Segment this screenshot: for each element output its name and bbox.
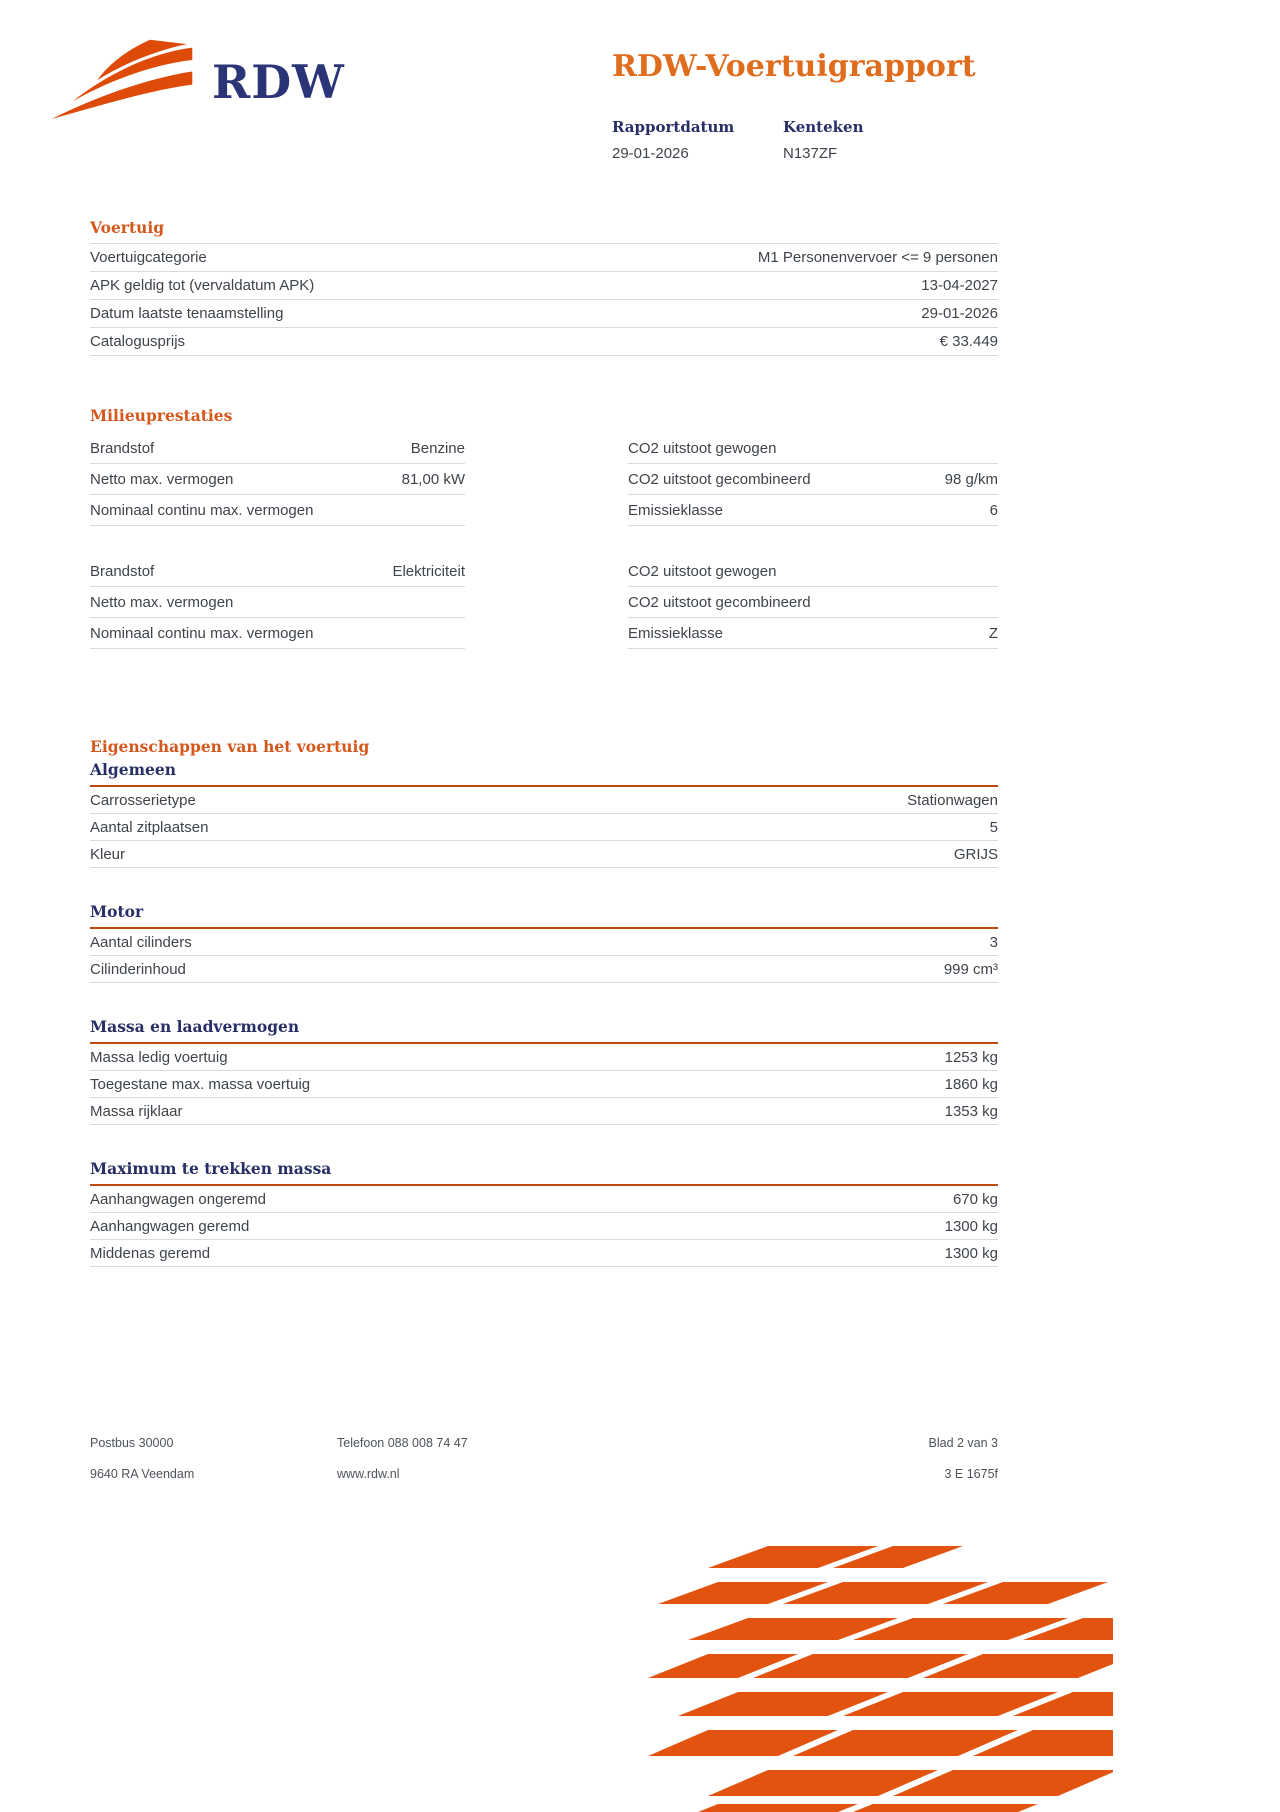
table-row	[90, 464, 465, 495]
table-row	[90, 328, 998, 356]
table-row	[90, 1044, 998, 1071]
row-value: Z	[988, 624, 998, 642]
subsection-motor	[90, 902, 998, 983]
footer-page-indicator: Blad 2 van 3	[928, 1436, 998, 1450]
row-label: Aantal cilinders	[90, 933, 192, 951]
table-row	[628, 495, 998, 526]
page-footer	[90, 1436, 998, 1498]
row-label: Aanhangwagen geremd	[90, 1217, 250, 1235]
milieu-right-column	[628, 433, 998, 526]
rapportdatum-label: Rapportdatum	[612, 118, 735, 136]
row-label: CO2 uitstoot gewogen	[628, 562, 777, 580]
row-label: Emissieklasse	[628, 624, 724, 642]
row-value: 1300 kg	[944, 1217, 998, 1235]
motor-heading: Motor	[90, 902, 998, 929]
row-label: Brandstof	[90, 439, 155, 457]
milieu-left-column	[90, 556, 465, 649]
rdw-flag-icon	[46, 38, 196, 126]
row-label: APK geldig tot (vervaldatum APK)	[90, 277, 315, 294]
report-content	[90, 218, 998, 1267]
table-row	[90, 433, 465, 464]
row-value: 1353 kg	[944, 1102, 998, 1120]
rdw-logo-text: RDW	[212, 55, 345, 109]
table-row	[90, 787, 998, 814]
motor-table	[90, 929, 998, 983]
table-row	[90, 956, 998, 983]
row-label: Nominaal continu max. vermogen	[90, 501, 314, 519]
table-row	[90, 272, 998, 300]
table-row	[628, 618, 998, 649]
row-label: Brandstof	[90, 562, 155, 580]
table-row	[90, 1098, 998, 1125]
row-value: Stationwagen	[907, 791, 998, 809]
row-label: Cilinderinhoud	[90, 960, 186, 978]
table-row	[90, 1240, 998, 1267]
row-value: 13-04-2027	[921, 277, 998, 294]
table-row	[90, 929, 998, 956]
table-row	[90, 1213, 998, 1240]
row-label: Aanhangwagen ongeremd	[90, 1190, 266, 1208]
row-label: Netto max. vermogen	[90, 470, 234, 488]
milieuprestaties-heading: Milieuprestaties	[90, 406, 233, 425]
row-label: Datum laatste tenaamstelling	[90, 305, 284, 322]
massa-heading: Massa en laadvermogen	[90, 1017, 998, 1044]
milieu-block-elektriciteit	[90, 556, 998, 649]
algemeen-table	[90, 787, 998, 868]
table-row	[90, 1186, 998, 1213]
eigenschappen-heading: Eigenschappen van het voertuig	[90, 737, 370, 756]
row-value: 3	[989, 933, 998, 951]
row-label: Kleur	[90, 845, 126, 863]
row-value: 5	[989, 818, 998, 836]
algemeen-heading: Algemeen	[90, 760, 998, 787]
row-value: 670 kg	[952, 1190, 998, 1208]
row-value: Elektriciteit	[392, 562, 465, 580]
row-label: Aantal zitplaatsen	[90, 818, 209, 836]
row-label: Catalogusprijs	[90, 333, 186, 350]
kenteken-label: Kenteken	[783, 118, 864, 136]
row-value: GRIJS	[953, 845, 998, 863]
trekken-heading: Maximum te trekken massa	[90, 1159, 998, 1186]
section-milieuprestaties	[90, 406, 998, 649]
milieu-left-column	[90, 433, 465, 526]
footer-contact	[337, 1436, 929, 1498]
table-row	[90, 300, 998, 328]
row-label: Massa rijklaar	[90, 1102, 183, 1120]
table-row	[628, 556, 998, 587]
row-value: M1 Personenvervoer <= 9 personen	[757, 249, 998, 266]
table-row	[628, 587, 998, 618]
table-row	[90, 244, 998, 272]
table-row	[628, 464, 998, 495]
trekken-table	[90, 1186, 998, 1267]
table-row	[90, 556, 465, 587]
report-meta	[612, 118, 954, 162]
milieu-right-column	[628, 556, 998, 649]
row-label: CO2 uitstoot gewogen	[628, 439, 777, 457]
section-voertuig	[90, 218, 998, 356]
voertuig-table	[90, 243, 998, 356]
row-value: 999 cm³	[943, 960, 998, 978]
row-value: 29-01-2026	[921, 305, 998, 322]
subsection-maximum-te-trekken-massa	[90, 1159, 998, 1267]
subsection-algemeen	[90, 760, 998, 868]
table-row	[90, 814, 998, 841]
row-value: 98 g/km	[944, 470, 998, 488]
row-value: 1253 kg	[944, 1048, 998, 1066]
footer-address-line2: 9640 RA Veendam	[90, 1467, 195, 1481]
row-label: Netto max. vermogen	[90, 593, 234, 611]
row-label: Toegestane max. massa voertuig	[90, 1075, 311, 1093]
row-label: CO2 uitstoot gecombineerd	[628, 593, 811, 611]
footer-address	[90, 1436, 337, 1498]
footer-form-code: 3 E 1675f	[944, 1467, 998, 1481]
subsection-massa-en-laadvermogen	[90, 1017, 998, 1125]
row-label: Emissieklasse	[628, 501, 724, 519]
page-title: RDW-Voertuigrapport	[612, 49, 976, 84]
footer-phone: Telefoon 088 008 74 47	[337, 1436, 468, 1450]
table-row	[90, 1071, 998, 1098]
kenteken-value: N137ZF	[783, 145, 838, 162]
milieu-block-benzine	[90, 433, 998, 526]
row-label: Carrosserietype	[90, 791, 196, 809]
rapportdatum-value: 29-01-2026	[612, 145, 689, 162]
section-eigenschappen	[90, 737, 998, 1267]
row-value: Benzine	[410, 439, 465, 457]
table-row	[90, 495, 465, 526]
row-label: Nominaal continu max. vermogen	[90, 624, 314, 642]
row-label: Massa ledig voertuig	[90, 1048, 228, 1066]
row-label: Middenas geremd	[90, 1244, 211, 1262]
rdw-logo	[46, 38, 345, 126]
row-value: 6	[989, 501, 998, 519]
footer-website: www.rdw.nl	[337, 1467, 400, 1481]
table-row	[90, 841, 998, 868]
table-row	[90, 618, 465, 649]
table-row	[628, 433, 998, 464]
row-label: CO2 uitstoot gecombineerd	[628, 470, 811, 488]
rapportdatum-block	[612, 118, 762, 162]
row-value: 1300 kg	[944, 1244, 998, 1262]
footer-address-line1: Postbus 30000	[90, 1436, 174, 1450]
kenteken-block	[783, 118, 933, 162]
footer-page-info	[929, 1436, 999, 1498]
row-value: 81,00 kW	[401, 470, 465, 488]
row-label: Voertuigcategorie	[90, 249, 207, 266]
voertuig-heading: Voertuig	[90, 218, 165, 237]
rdw-stripes-decoration-icon	[648, 1546, 1113, 1812]
row-value: € 33.449	[939, 333, 998, 350]
table-row	[90, 587, 465, 618]
massa-table	[90, 1044, 998, 1125]
row-value: 1860 kg	[944, 1075, 998, 1093]
